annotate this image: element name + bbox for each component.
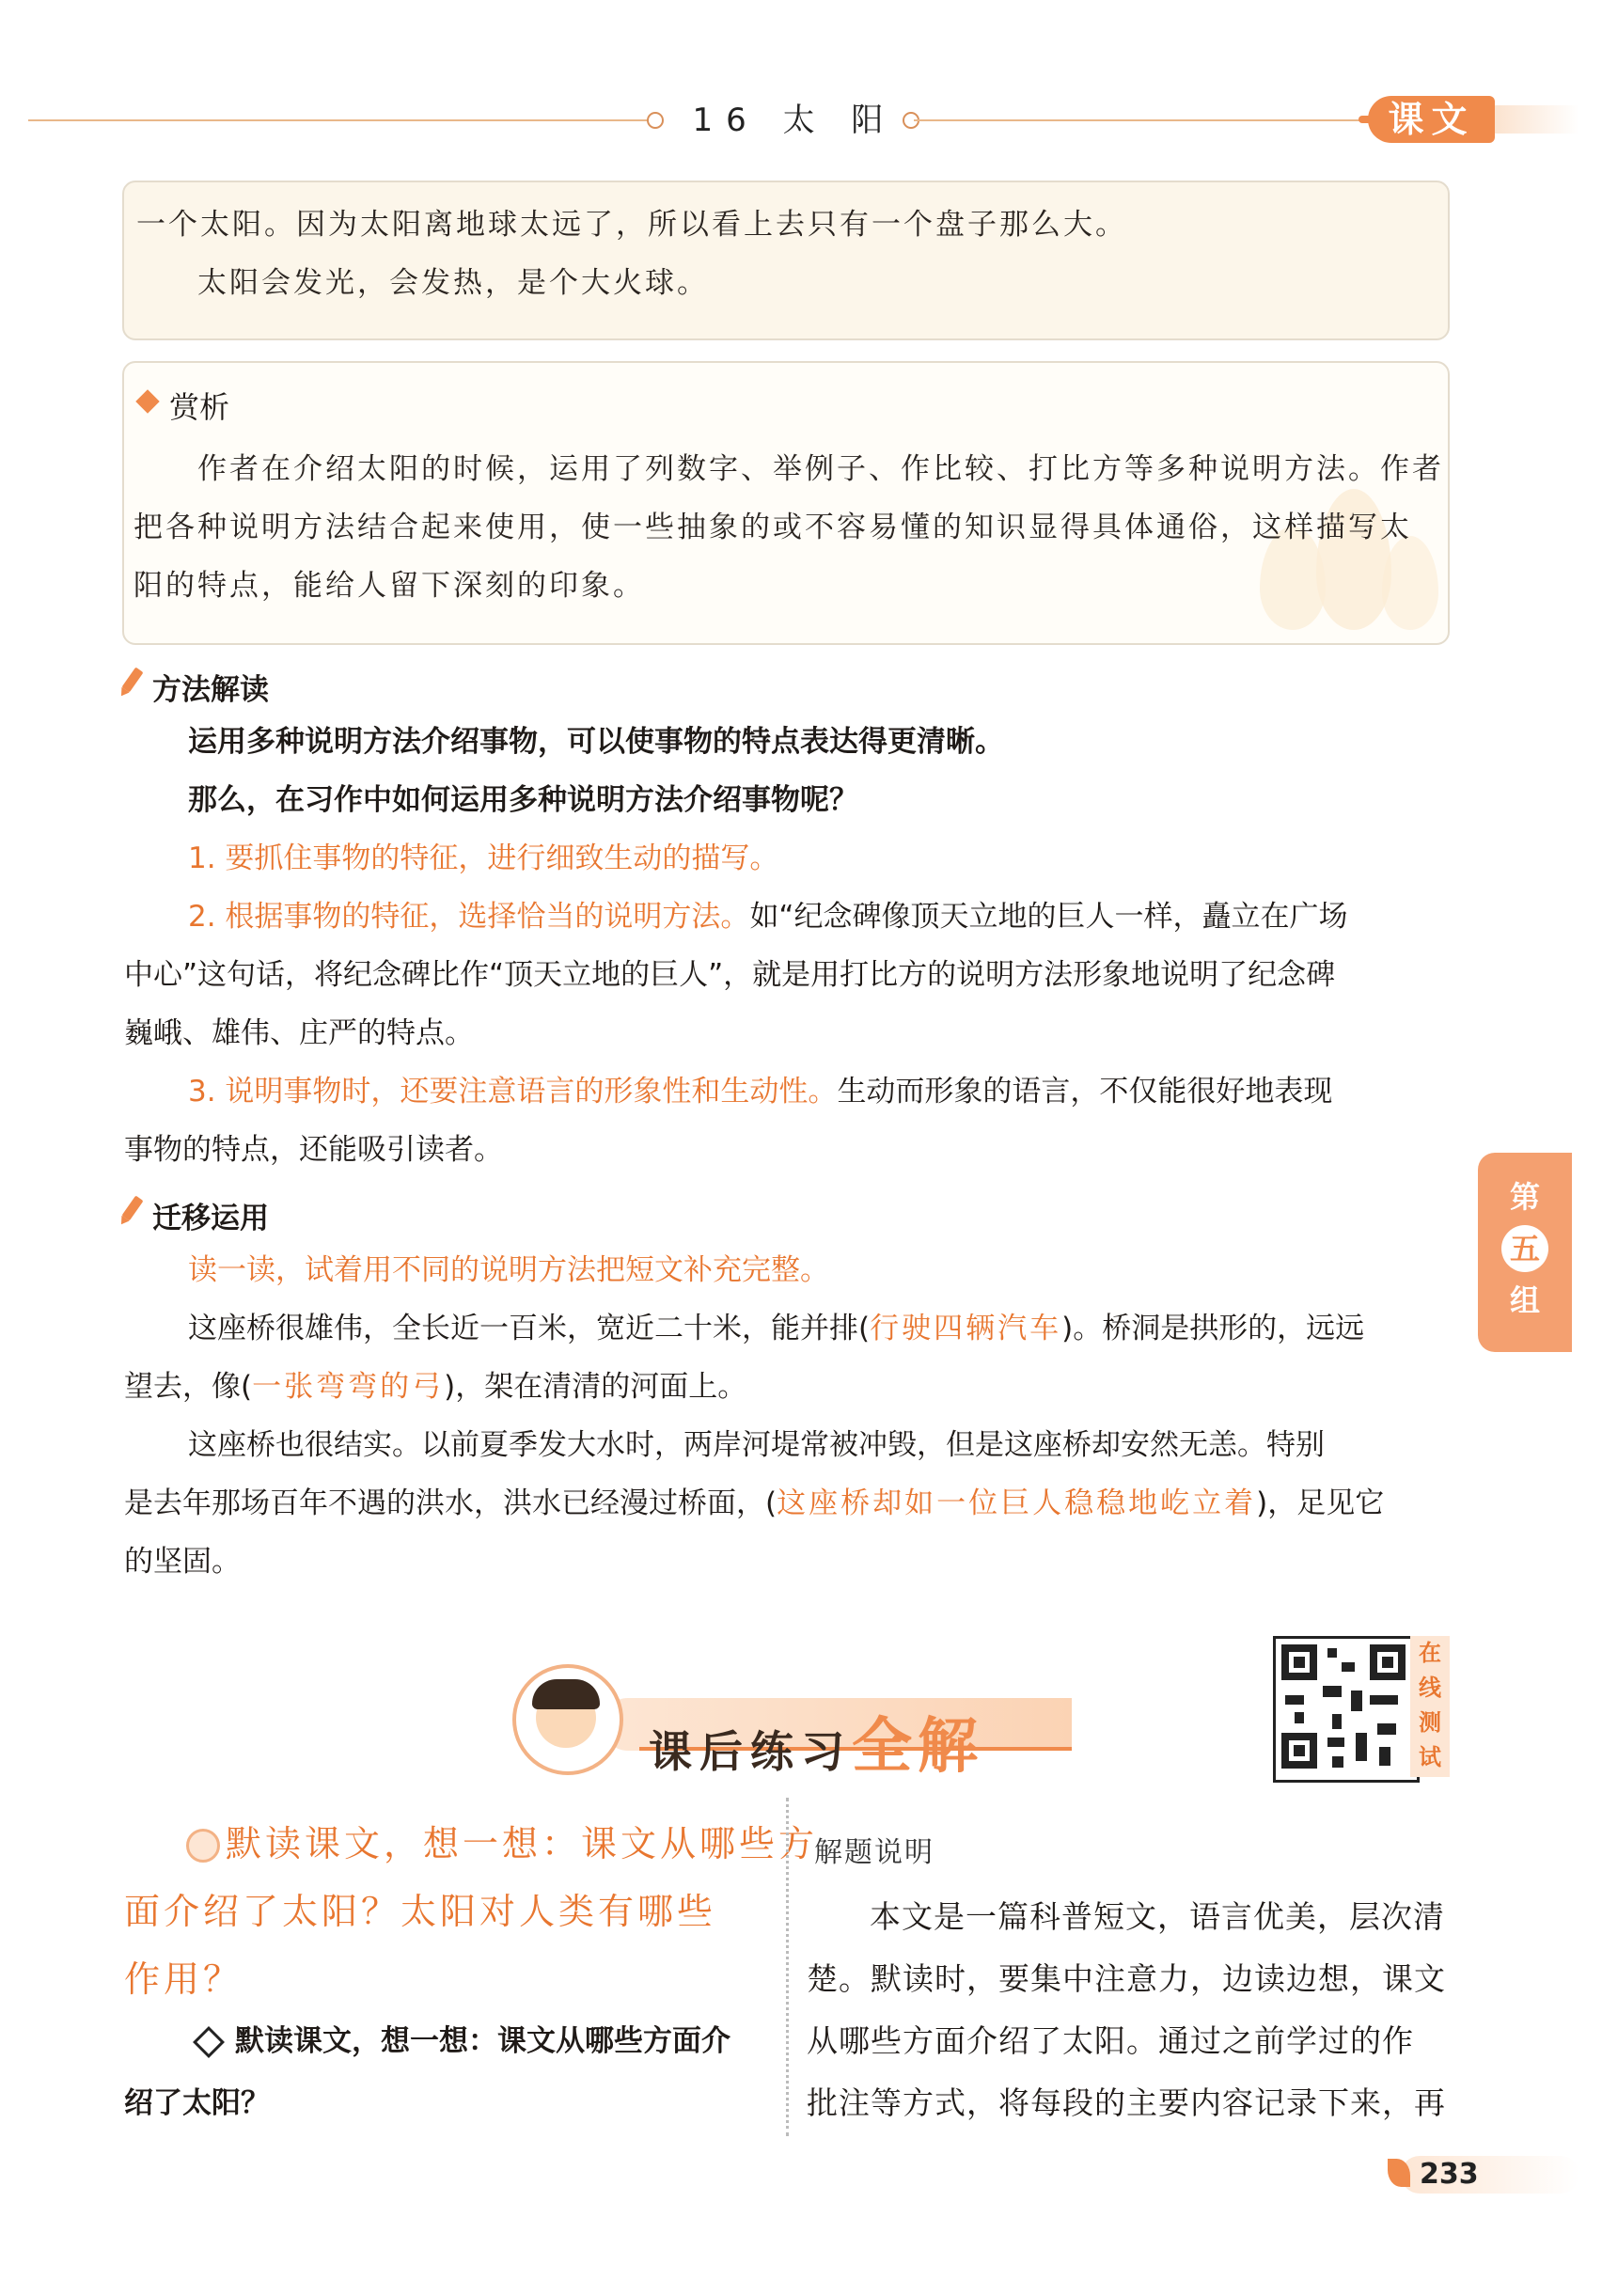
method-point-2 xyxy=(188,888,1348,946)
page-number: 233 xyxy=(1420,2158,1479,2191)
appreciation-line-2: 把各种说明方法结合起来使用，使一些抽象的或不容易懂的知识显得具体通俗，这样描写太 xyxy=(134,511,1412,544)
online-test-label[interactable] xyxy=(1410,1636,1450,1777)
original-text-line-1: 一个太阳。因为太阳离地球太远了，所以看上去只有一个盘子那么大。 xyxy=(136,208,1127,242)
transfer-text: )，架在清清的河面上。 xyxy=(444,1370,747,1404)
sub-question-line-1: 默读课文，想一想：课文从哪些方面介 xyxy=(235,2024,730,2058)
transfer-text: )。桥洞是拱形的，远远 xyxy=(1061,1312,1365,1345)
transfer-paragraph-1-line-1 xyxy=(188,1299,1364,1358)
transfer-label: 迁移运用 xyxy=(152,1202,269,1235)
header-dot-left xyxy=(647,112,664,129)
tips-line-3: 从哪些方面介绍了太阳。通过之前学过的作 xyxy=(807,2022,1414,2059)
method-point-2-tail: 如“纪念碑像顶天立地的巨人一样，矗立在广场 xyxy=(749,900,1348,934)
method-point-3 xyxy=(188,1062,1332,1121)
method-point-2-line-3: 巍峨、雄伟、庄严的特点。 xyxy=(124,1016,474,1050)
header-rule-left xyxy=(28,119,653,121)
method-point-1: 1. 要抓住事物的特征，进行细致生动的描写。 xyxy=(188,841,779,875)
transfer-task: 读一读，试着用不同的说明方法把短文补充完整。 xyxy=(188,1253,829,1287)
transfer-text: 这座桥很雄伟，全长近一百米，宽近二十米，能并排( xyxy=(188,1312,871,1345)
transfer-paragraph-2-line-2 xyxy=(124,1474,1384,1533)
online-test-char: 测 xyxy=(1419,1709,1441,1736)
method-label: 方法解读 xyxy=(152,673,269,707)
tips-line-2: 楚。默读时，要集中注意力，边读边想，课文 xyxy=(807,1960,1446,1997)
unit-tab-line-3: 组 xyxy=(1509,1282,1540,1318)
transfer-paragraph-2-line-1: 这座桥也很结实。以前夏季发大水时，两岸河堤常被冲毁，但是这座桥却安然无恙。特别 xyxy=(188,1428,1325,1462)
sub-question-diamond-icon xyxy=(193,2026,225,2058)
answer-fill-3: 这座桥却如一位巨人稳稳地屹立着 xyxy=(777,1486,1257,1520)
appreciation-line-1: 作者在介绍太阳的时候，运用了列数字、举例子、作比较、打比方等多种说明方法。作者 xyxy=(197,452,1444,486)
sub-question-line-2: 绍了太阳？ xyxy=(124,2086,270,2120)
online-test-char: 在 xyxy=(1419,1640,1441,1666)
transfer-paragraph-2-line-3: 的坚固。 xyxy=(124,1545,241,1579)
question-line-1: 默读课文，想一想：课文从哪些方 xyxy=(226,1823,819,1864)
appreciation-label: 赏析 xyxy=(169,389,230,425)
exercise-banner-prefix: 课后练习 xyxy=(649,1726,852,1777)
original-text-line-2: 太阳会发光，会发热，是个大火球。 xyxy=(197,266,709,300)
unit-tab-number: 五 xyxy=(1501,1225,1548,1272)
answer-fill-1: 行驶四辆汽车 xyxy=(870,1312,1062,1345)
qr-code-icon[interactable] xyxy=(1273,1636,1420,1783)
method-point-3-tail: 生动而形象的语言，不仅能很好地表现 xyxy=(837,1075,1333,1109)
column-divider xyxy=(786,1798,789,2136)
method-point-2-line-2: 中心”这句话，将纪念碑比作“顶天立地的巨人”，就是用打比方的说明方法形象地说明了纪念碑 xyxy=(124,958,1336,992)
unit-tab-line-1: 第 xyxy=(1509,1179,1540,1215)
online-test-char: 线 xyxy=(1419,1675,1441,1701)
method-intro-2: 那么，在习作中如何运用多种说明方法介绍事物呢？ xyxy=(188,783,858,817)
answer-fill-2: 一张弯弯的弓 xyxy=(252,1370,445,1404)
question-line-2: 面介绍了太阳？太阳对人类有哪些 xyxy=(124,1891,717,1932)
method-point-3-head: 3. 说明事物时，还要注意语言的形象性和生动性。 xyxy=(188,1075,838,1109)
online-test-char: 试 xyxy=(1419,1744,1441,1770)
transfer-text: )，足见它 xyxy=(1256,1486,1385,1520)
tips-line-1: 本文是一篇科普短文，语言优美，层次清 xyxy=(870,1898,1445,1935)
method-pencil-icon xyxy=(121,667,143,692)
appreciation-line-3: 阳的特点，能给人留下深刻的印象。 xyxy=(134,569,645,603)
tips-label: 解题说明 xyxy=(814,1836,934,1869)
method-intro-1: 运用多种说明方法介绍事物，可以使事物的特点表达得更清晰。 xyxy=(188,725,1004,759)
header-tag-fade xyxy=(1495,105,1579,134)
tips-line-4: 批注等方式，将每段的主要内容记录下来，再 xyxy=(807,2084,1446,2121)
question-line-3: 作用？ xyxy=(124,1958,243,2000)
section-tag: 课文 xyxy=(1368,96,1495,143)
boy-hair xyxy=(532,1679,600,1709)
method-point-2-head: 2. 根据事物的特征，选择恰当的说明方法。 xyxy=(188,900,750,934)
transfer-text: 是去年那场百年不遇的洪水，洪水已经漫过桥面，( xyxy=(124,1486,777,1520)
page-title: 16 太 阳 xyxy=(692,102,897,139)
exercise-banner-title xyxy=(649,1698,983,1785)
method-point-3-line-2: 事物的特点，还能吸引读者。 xyxy=(124,1133,503,1167)
transfer-text: 望去，像( xyxy=(124,1370,253,1404)
exercise-banner-emphasis: 全解 xyxy=(852,1712,983,1782)
transfer-pencil-icon xyxy=(121,1195,143,1220)
transfer-paragraph-1-line-2 xyxy=(124,1358,746,1416)
header-rule-right xyxy=(914,119,1360,121)
question-spiral-icon xyxy=(186,1829,220,1863)
